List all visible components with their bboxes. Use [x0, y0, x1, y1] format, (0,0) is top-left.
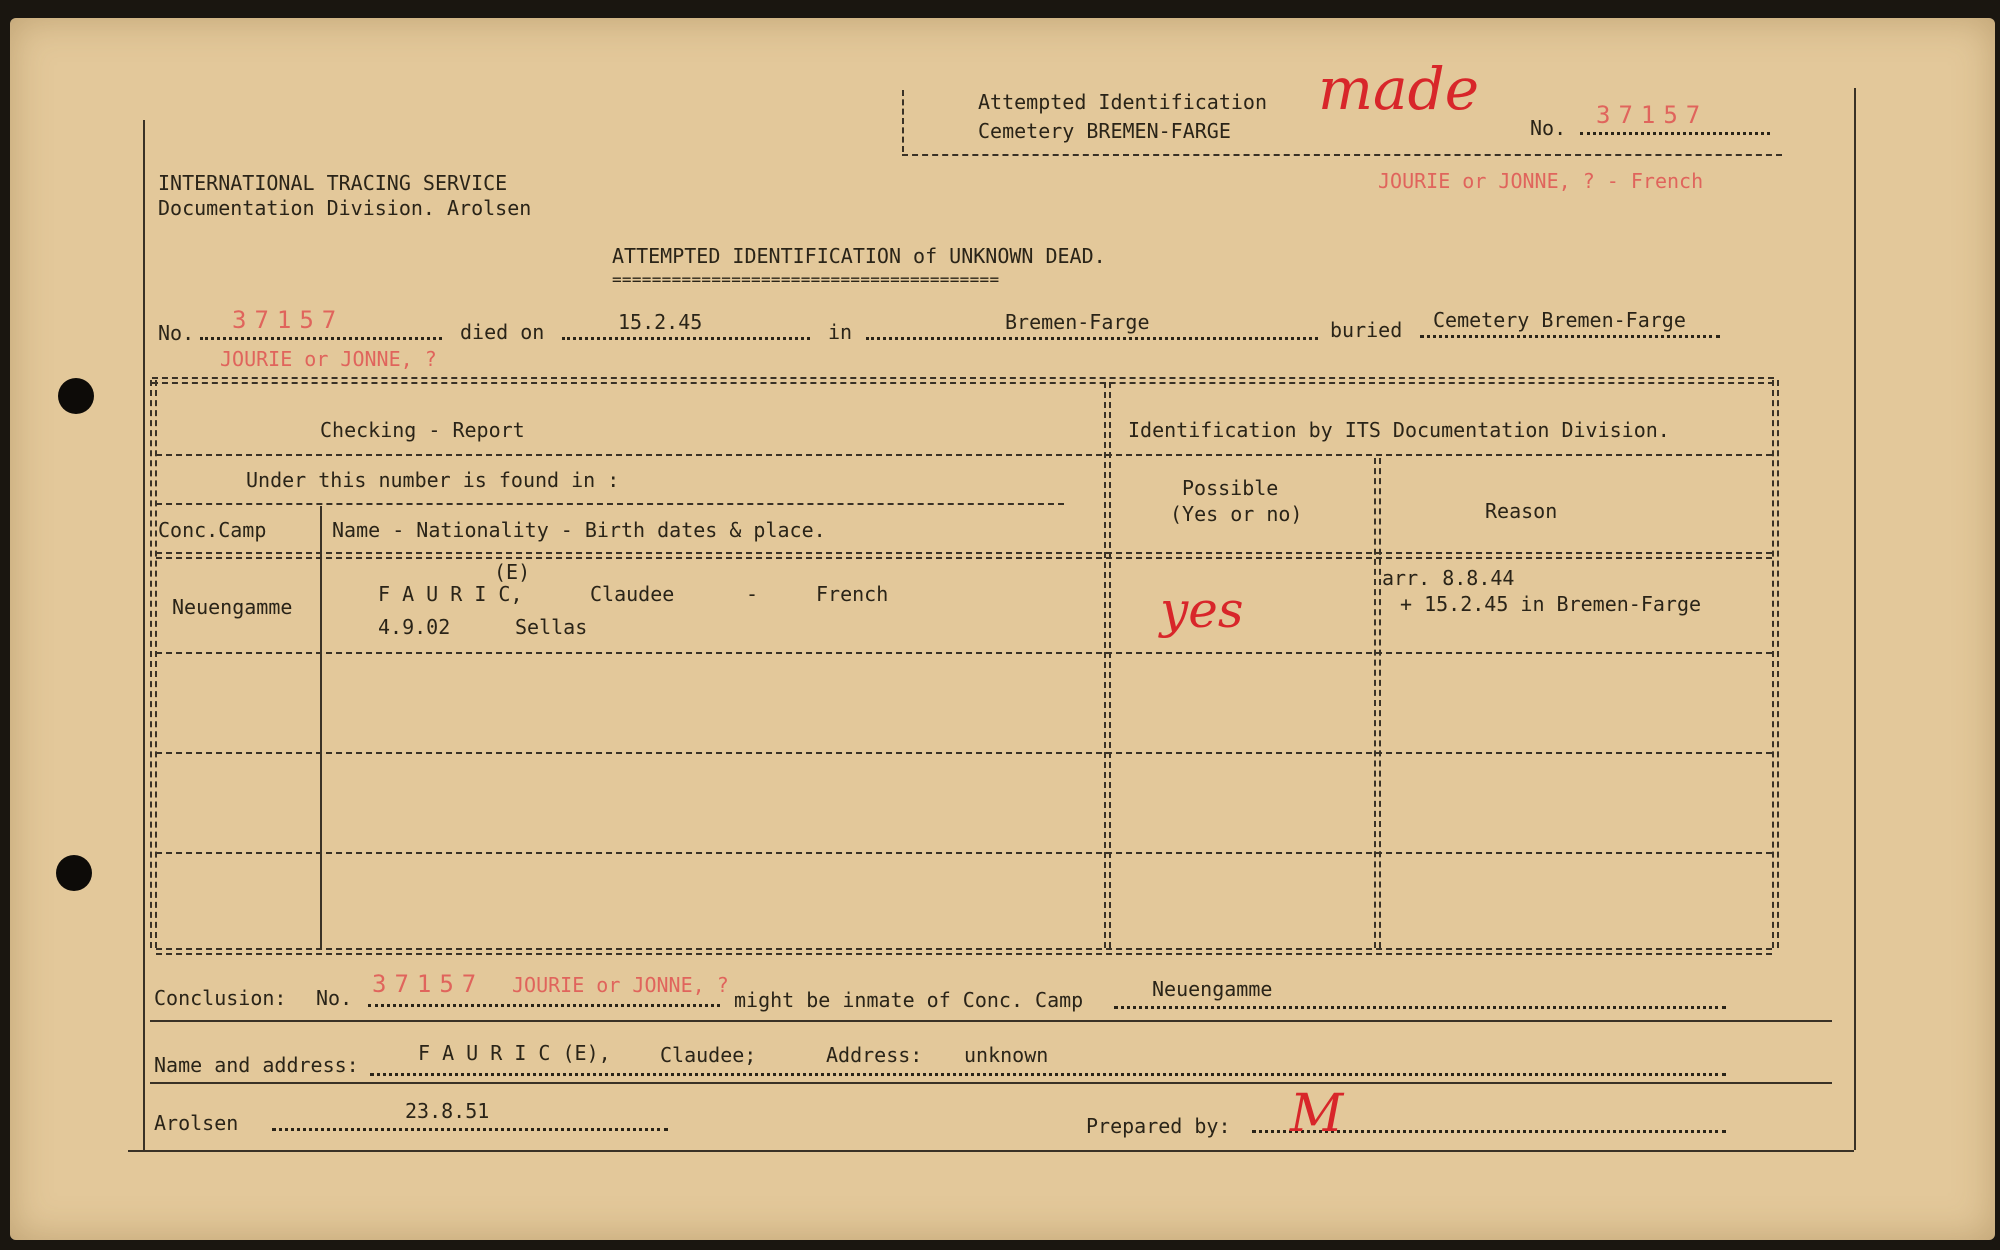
conclusion-label: Conclusion: [154, 986, 287, 1010]
buried-label: buried [1330, 318, 1403, 342]
died-on-value: 15.2.45 [618, 310, 703, 334]
buried-value: Cemetery Bremen-Farge [1433, 308, 1686, 332]
row1-reason-line2: + 15.2.45 in Bremen-Farge [1400, 592, 1702, 616]
address-value: unknown [964, 1043, 1049, 1067]
in-dots [866, 337, 1318, 340]
row1-possible-handwritten: yes [1160, 581, 1244, 639]
conclusion-no-dots [368, 1004, 720, 1007]
record-no-label: No. [158, 321, 195, 345]
footer-date-dots [272, 1128, 668, 1131]
table-top-rule [152, 377, 1774, 384]
handwritten-made: made [1318, 55, 1480, 123]
row1-reason-line1: arr. 8.8.44 [1382, 566, 1515, 590]
record-name-red: JOURIE or JONNE, ? [220, 347, 437, 371]
table-header-rule [156, 454, 1772, 456]
name-address-first-name: Claudee; [660, 1043, 757, 1067]
conclusion-rule [150, 1020, 1832, 1022]
record-no-dots [200, 337, 442, 340]
row1-birth-date: 4.9.02 [378, 615, 451, 639]
footer-date: 23.8.51 [405, 1099, 490, 1123]
row1-camp: Neuengamme [172, 595, 293, 619]
conclusion-no-label: No. [316, 986, 353, 1010]
under-number-label: Under this number is found in : [246, 468, 620, 492]
reason-header: Reason [1485, 499, 1558, 523]
table-left-rule [150, 380, 157, 948]
table-colhead-rule [156, 552, 1772, 559]
conclusion-might-be: might be inmate of Conc. Camp [734, 988, 1084, 1012]
row1-nationality: French [816, 582, 889, 606]
form-title-underline: ======================================= [612, 270, 1000, 289]
camp-column-header: Conc.Camp [158, 518, 267, 542]
conclusion-camp-dots [1114, 1006, 1726, 1009]
table-right-rule [1772, 380, 1779, 948]
prepared-by-signature: M [1290, 1084, 1344, 1144]
died-on-dots [562, 337, 810, 340]
table-possible-rule [1374, 458, 1381, 948]
checking-report-header: Checking - Report [320, 418, 525, 442]
punch-hole-bottom [56, 855, 92, 891]
table-mid-rule [1104, 382, 1111, 948]
name-address-name: F A U R I C (E), [418, 1041, 611, 1065]
row1-bottom-rule [156, 652, 1772, 654]
identification-header: Identification by ITS Documentation Division. [1128, 418, 1670, 442]
header-name-red: JOURIE or JONNE, ? - French [1378, 169, 1704, 193]
died-on-label: died on [460, 320, 545, 344]
card-bottom-rule [128, 1150, 1854, 1152]
address-label: Address: [826, 1043, 923, 1067]
footer-place: Arolsen [154, 1111, 239, 1135]
camp-column-rule [320, 506, 322, 948]
prepared-by-label: Prepared by: [1086, 1114, 1231, 1138]
org-line1: INTERNATIONAL TRACING SERVICE [158, 171, 508, 195]
header-no-label: No. [1530, 116, 1567, 140]
conclusion-no-value: 37157 [372, 970, 485, 998]
org-line2: Documentation Division. Arolsen [158, 196, 532, 220]
yes-or-no-header: (Yes or no) [1170, 502, 1303, 526]
in-label: in [828, 320, 853, 344]
table-bottom-rule [156, 948, 1772, 955]
header-box-left [902, 90, 904, 152]
attempted-identification-label: Attempted Identification [978, 90, 1267, 114]
name-address-dots [370, 1073, 1726, 1076]
under-number-rule [156, 503, 1064, 505]
form-title: ATTEMPTED IDENTIFICATION of UNKNOWN DEAD. [612, 244, 1106, 268]
conclusion-camp: Neuengamme [1152, 977, 1273, 1001]
row1-first-name: Claudee [590, 582, 675, 606]
possible-header: Possible [1182, 476, 1279, 500]
row3-bottom-rule [156, 852, 1772, 854]
header-no-dots [1580, 132, 1770, 135]
row1-dash: - [746, 582, 759, 606]
name-address-label: Name and address: [154, 1053, 359, 1077]
record-no-value: 37157 [232, 306, 345, 334]
row1-name: F A U R I C, [378, 582, 523, 606]
header-box-bottom [902, 154, 1782, 156]
header-no-value: 37157 [1596, 101, 1709, 129]
conclusion-name-red: JOURIE or JONNE, ? [512, 973, 729, 997]
name-column-header: Name - Nationality - Birth dates & place. [332, 518, 826, 542]
in-value: Bremen-Farge [1005, 310, 1150, 334]
row1-birth-place: Sellas [515, 615, 588, 639]
name-address-rule [150, 1082, 1832, 1084]
row2-bottom-rule [156, 752, 1772, 754]
cemetery-label: Cemetery BREMEN-FARGE [978, 119, 1231, 143]
punch-hole-top [58, 378, 94, 414]
row1-name-correction: (E) [494, 560, 531, 584]
card-left-rule [143, 120, 145, 1150]
buried-dots [1420, 335, 1720, 338]
card-right-rule [1854, 88, 1856, 1150]
